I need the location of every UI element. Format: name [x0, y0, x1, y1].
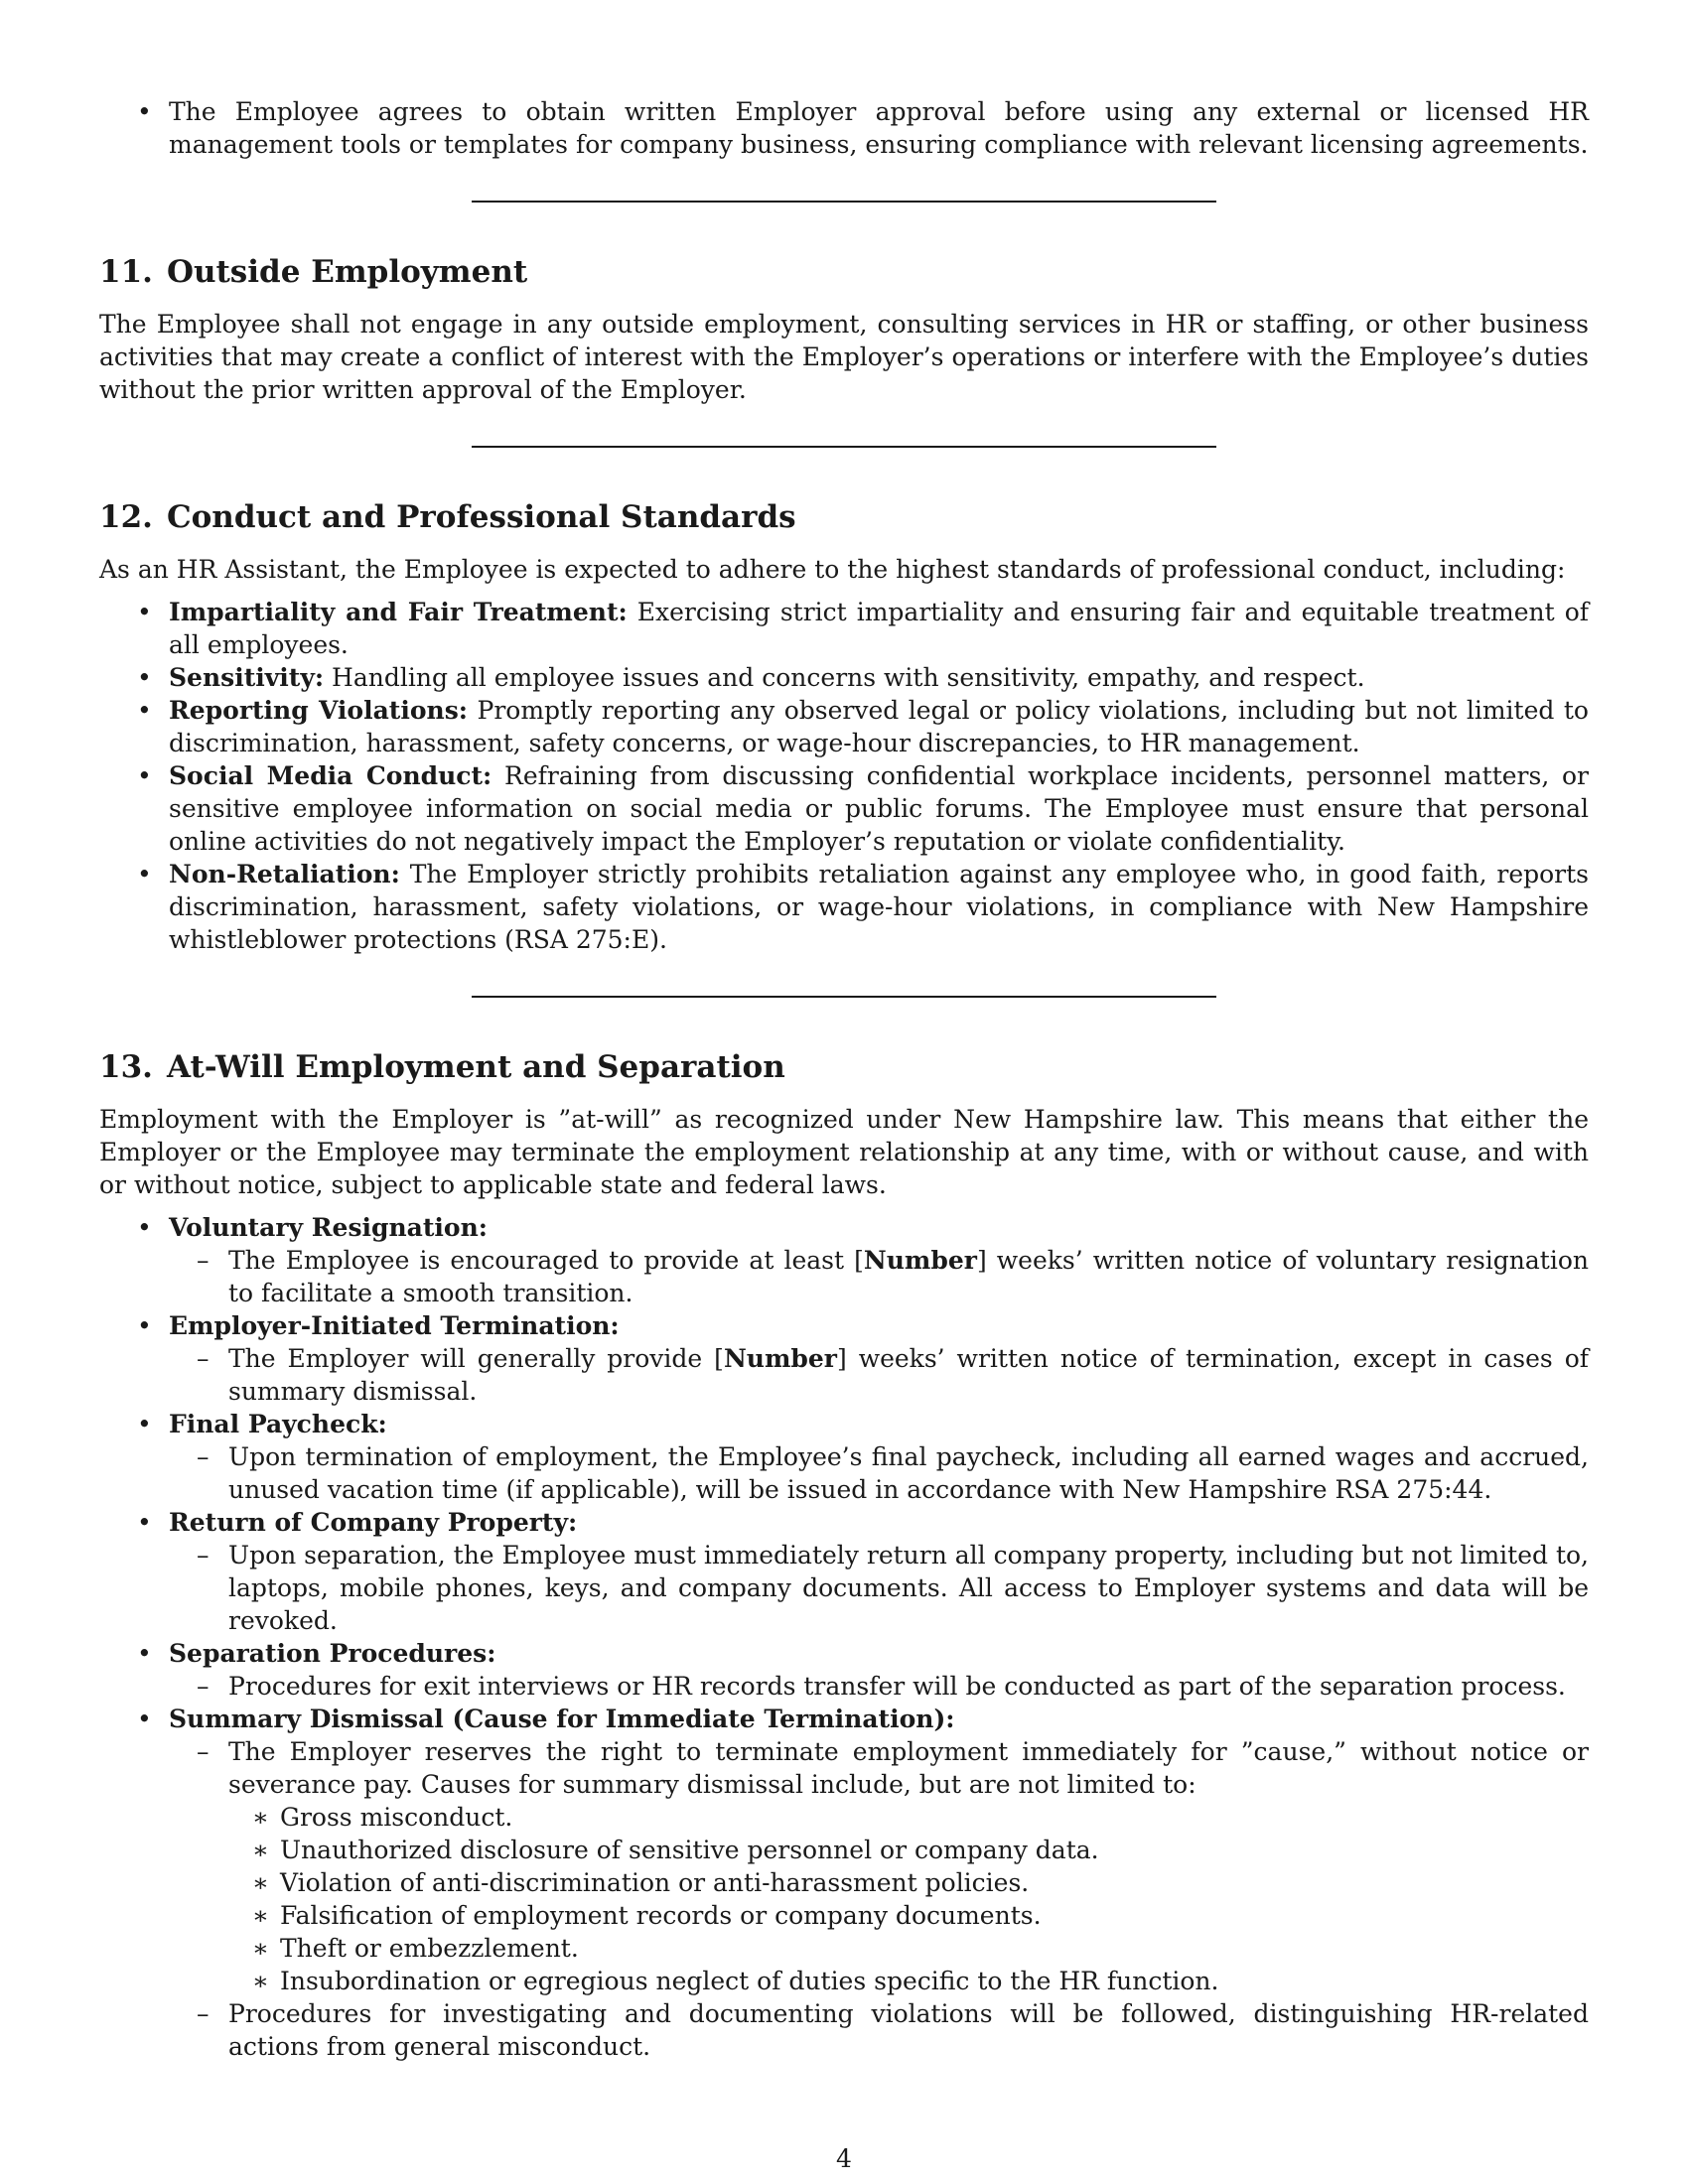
sub-list-item: – The Employer will generally provide [Number] weeks’ written notice of termination, except in cases of summary dismissal.: [169, 1342, 1589, 1408]
list-item: • The Employee agrees to obtain written Employer approval before using any external or licensed HR management tools or templates for company business, ensuring compliance with relevant licensing agreements.: [99, 95, 1589, 161]
carryover-list: [99, 95, 1589, 161]
list-item: • Impartiality and Fair Treatment: Exercising strict impartiality and ensuring fair and equitable treatment of all employees.: [99, 596, 1589, 661]
sub-list: [169, 1670, 1589, 1703]
list-item: • Reporting Violations: Promptly reporting any observed legal or policy violations, including but not limited to discrimination, harassment, safety concerns, or wage-hour discrepancies, to HR management.: [99, 694, 1589, 759]
list-item: • Sensitivity: Handling all employee issues and concerns with sensitivity, empathy, and respect.: [99, 661, 1589, 694]
list-item: • Separation Procedures: – Procedures for exit interviews or HR records transfer will be conducted as part of the separation process.: [99, 1637, 1589, 1703]
cause-item: ∗ Violation of anti-discrimination or anti-harassment policies.: [228, 1866, 1589, 1899]
sub-list: [169, 1244, 1589, 1309]
sub-list: [169, 1735, 1589, 2063]
list-item: • Employer-Initiated Termination: – The Employer will generally provide [Number] weeks’ written notice of termination, except in cases of summary dismissal.: [99, 1309, 1589, 1408]
separation-list: [99, 1211, 1589, 2063]
number-placeholder: Number: [723, 1344, 837, 1373]
section-divider: [472, 996, 1216, 998]
cause-item: ∗ Insubordination or egregious neglect of duties specific to the HR function.: [228, 1965, 1589, 1997]
sub-list: [169, 1440, 1589, 1506]
section-divider: [472, 201, 1216, 203]
section-13-heading: 13. At-Will Employment and Separation: [99, 1049, 785, 1085]
section-11-body: The Employee shall not engage in any outside employment, consulting services in HR or staffing, or other business activities that may create a conflict of interest with the Employer’s operations or interfere with the Employee’s duties without the prior written approval of the Employer.: [99, 310, 1589, 404]
cause-item: ∗ Unauthorized disclosure of sensitive personnel or company data.: [228, 1834, 1589, 1866]
sub-list-item: – Procedures for investigating and documenting violations will be followed, distinguishing HR-related actions from general misconduct.: [169, 1997, 1589, 2063]
page-number: 4: [836, 2144, 852, 2173]
list-item: • Social Media Conduct: Refraining from discussing confidential workplace incidents, personnel matters, or sensitive employee information on social media or public forums. The Employee must ensure that personal online activities do not negatively impact the Employer’s reputation or violate confidentiality.: [99, 759, 1589, 858]
cause-item: ∗ Falsification of employment records or company documents.: [228, 1899, 1589, 1932]
sub-list-item: – The Employee is encouraged to provide at least [Number] weeks’ written notice of voluntary resignation to facilitate a smooth transition.: [169, 1244, 1589, 1309]
sub-list: [169, 1539, 1589, 1637]
cause-item: ∗ Gross misconduct.: [228, 1801, 1589, 1834]
list-item: • Return of Company Property: – Upon separation, the Employee must immediately return all company property, including but not limited to, laptops, mobile phones, keys, and company documents. All access to Employer systems and data will be revoked.: [99, 1506, 1589, 1637]
sub-list-item: – The Employer reserves the right to terminate employment immediately for ”cause,” without notice or severance pay. Causes for summary dismissal include, but are not limited to: ∗ Gross misconduct. ∗ Unauthorized disclosure of sensitive personnel or company data. ∗ Violation of anti-discrimination or anti-harassment policies. ∗ Falsification of employment records or company documents. ∗ Theft or embezzlement. ∗ Insubordination or egregious neglect of duties specific to the HR function.: [169, 1735, 1589, 1997]
sub-list-item: – Upon termination of employment, the Employee’s final paycheck, including all earned wages and accrued, unused vacation time (if applicable), will be issued in accordance with New Hampshire RSA 275:44.: [169, 1440, 1589, 1506]
list-item: • Non-Retaliation: The Employer strictly prohibits retaliation against any employee who, in good faith, reports discrimination, harassment, safety violations, or wage-hour violations, in compliance with New Hampshire whistleblower protections (RSA 275:E).: [99, 858, 1589, 956]
list-item: • Final Paycheck: – Upon termination of employment, the Employee’s final paycheck, including all earned wages and accrued, unused vacation time (if applicable), will be issued in accordance with New Hampshire RSA 275:44.: [99, 1408, 1589, 1506]
section-divider: [472, 446, 1216, 448]
causes-list: [228, 1801, 1589, 1997]
cause-item: ∗ Theft or embezzlement.: [228, 1932, 1589, 1965]
conduct-list: [99, 596, 1589, 956]
section-12-intro: As an HR Assistant, the Employee is expected to adhere to the highest standards of professional conduct, including:: [99, 555, 1566, 584]
section-12-heading: 12. Conduct and Professional Standards: [99, 499, 796, 535]
section-13-intro: Employment with the Employer is ”at-will” as recognized under New Hampshire law. This means that either the Employer or the Employee may terminate the employment relationship at any time, with or without cause, and with or without notice, subject to applicable state and federal laws.: [99, 1105, 1589, 1199]
sub-list: [169, 1342, 1589, 1408]
section-11-heading: 11. Outside Employment: [99, 254, 528, 290]
sub-list-item: – Upon separation, the Employee must immediately return all company property, including but not limited to, laptops, mobile phones, keys, and company documents. All access to Employer systems and data will be revoked.: [169, 1539, 1589, 1637]
page-content: [99, 95, 1589, 2063]
number-placeholder: Number: [863, 1246, 977, 1275]
list-item: • Summary Dismissal (Cause for Immediate Termination): – The Employer reserves the right to terminate employment immediately for ”cause,” without notice or severance pay. Causes for summary dismissal include, but are not limited to: ∗ Gross misconduct. ∗ Unauthorized disclosure of sensitive personnel or company data. ∗ Violation of anti-discrimination or anti-harassment policies. ∗ Falsification of employment records or company documents. ∗ Theft or embezzlement. ∗ Insubordination or egregious neglect of duties specific to the HR function. – Procedures for investigating and documenting violations will be followed, distinguishing HR-related actions from general misconduct.: [99, 1703, 1589, 2063]
list-item: • Voluntary Resignation: – The Employee is encouraged to provide at least [Number] weeks’ written notice of voluntary resignation to facilitate a smooth transition.: [99, 1211, 1589, 1309]
sub-list-item: – Procedures for exit interviews or HR records transfer will be conducted as part of the separation process.: [169, 1670, 1589, 1703]
